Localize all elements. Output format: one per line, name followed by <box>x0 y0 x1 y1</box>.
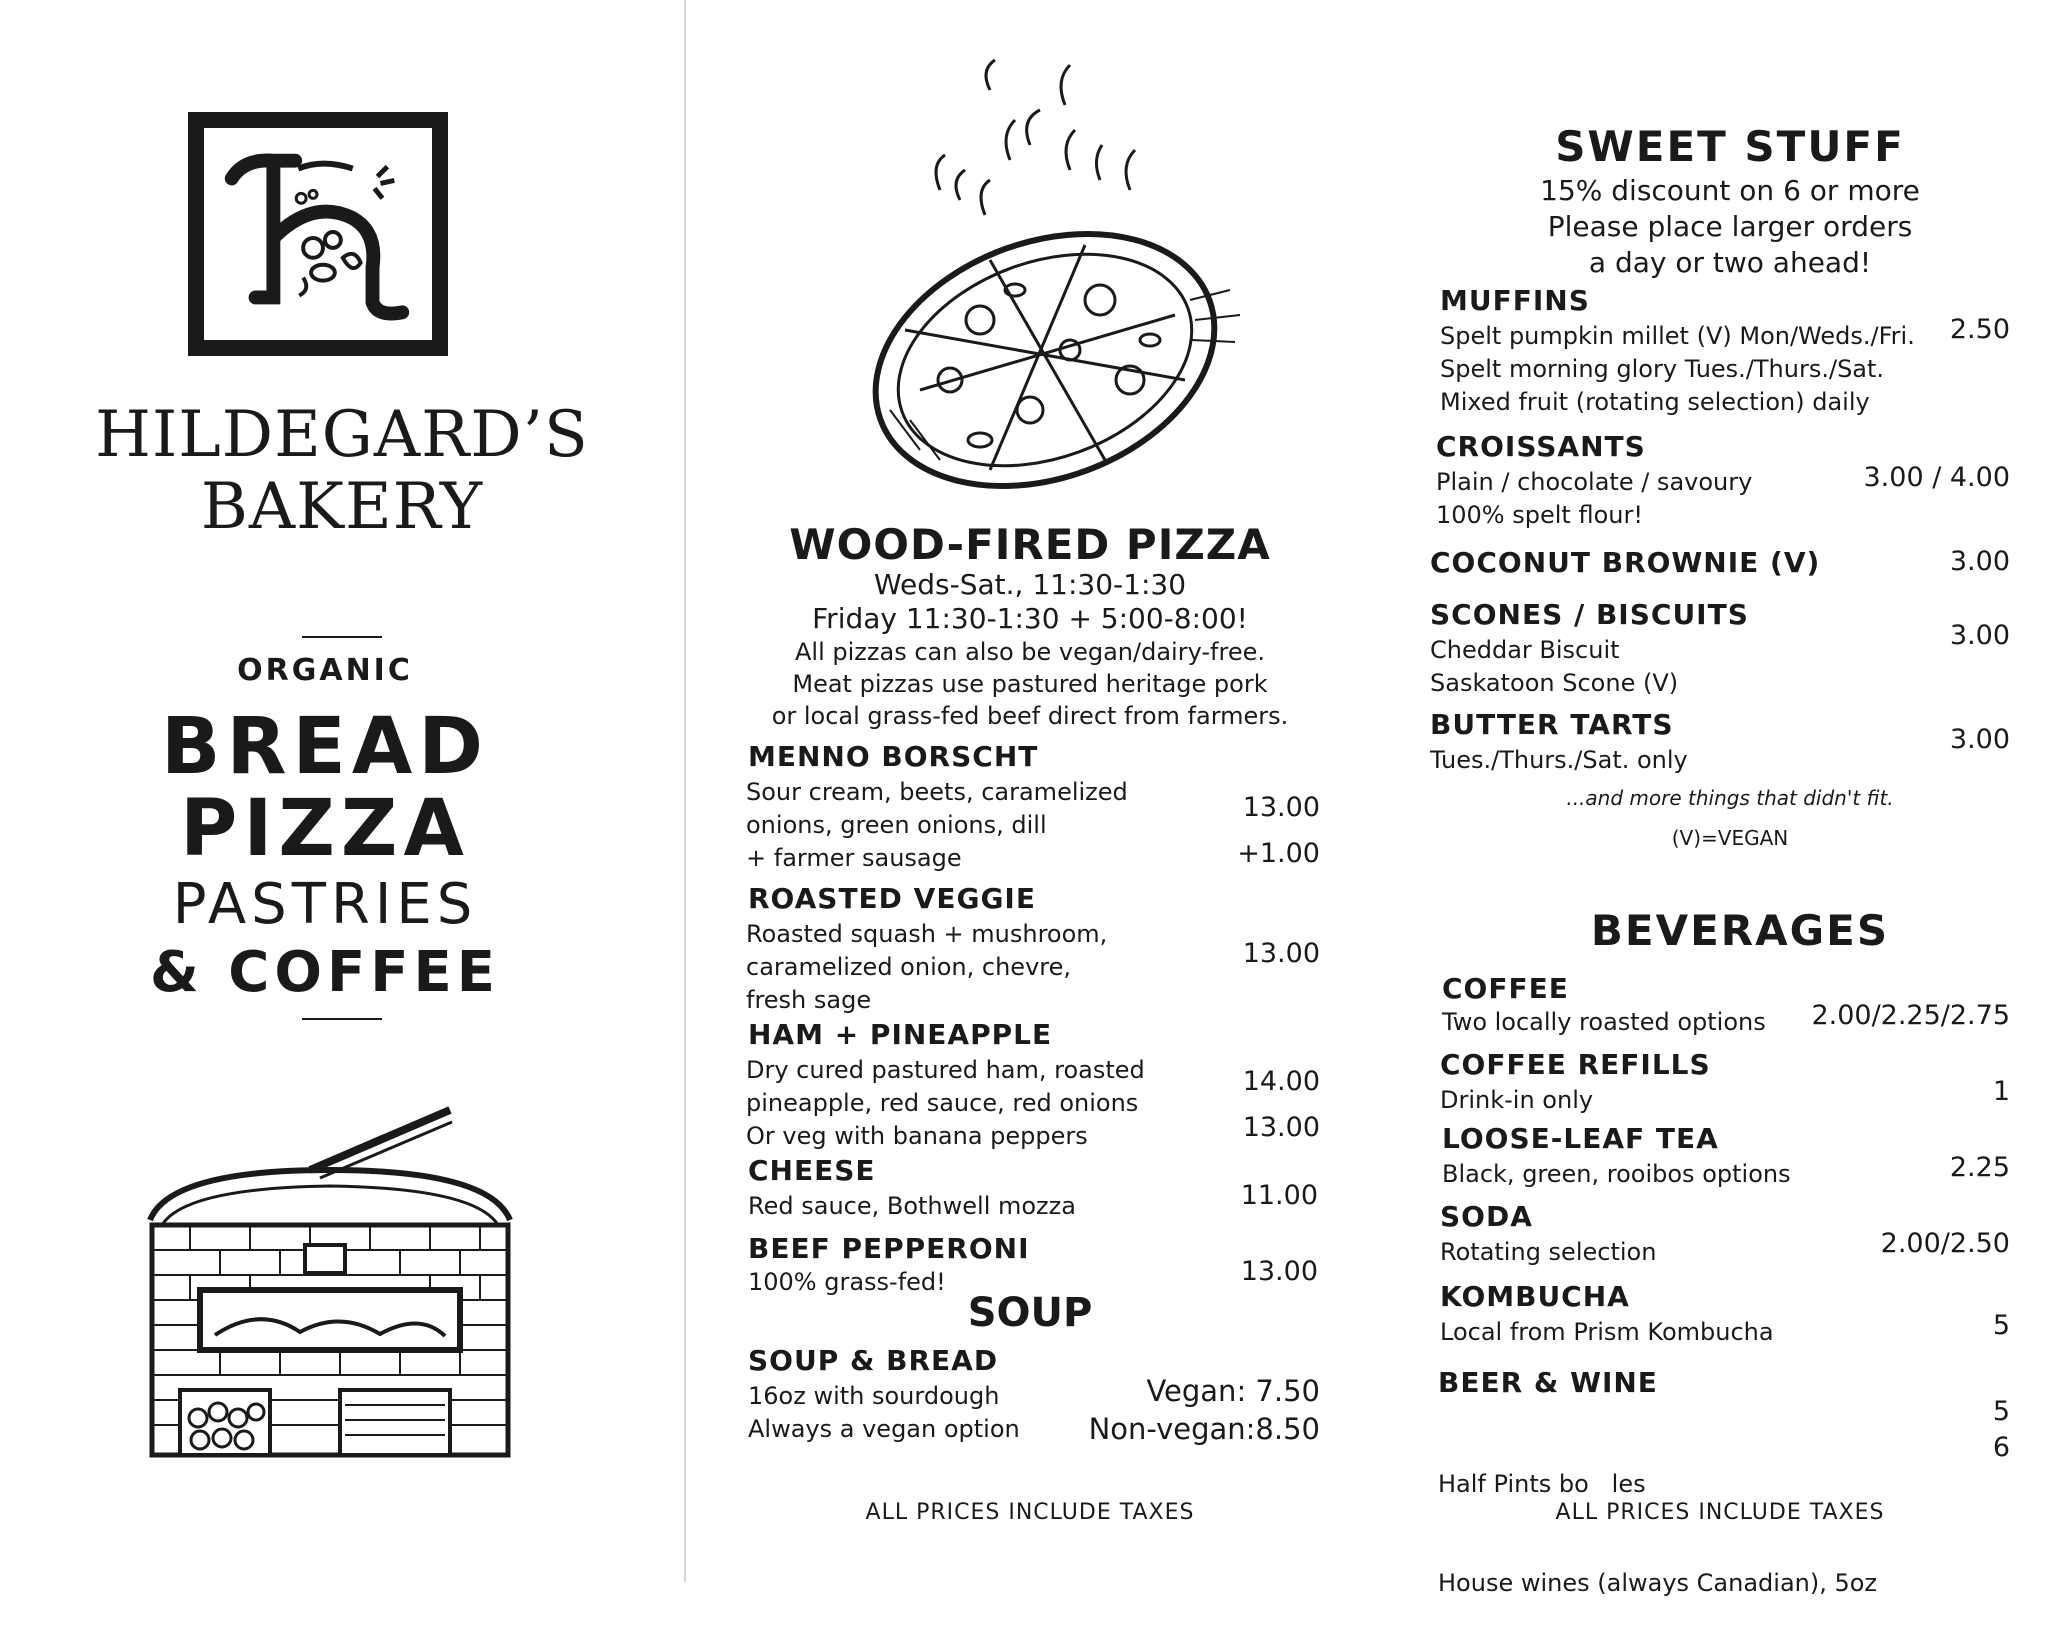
menu-item-desc <box>1442 1158 1791 1191</box>
more-items-note: ...and more things that didn't fit. <box>1566 786 1894 810</box>
desc-line: Sour cream, beets, caramelized <box>746 778 1128 806</box>
desc-line: Rotating selection <box>1440 1238 1657 1266</box>
desc-line: onions, green onions, dill <box>746 811 1047 839</box>
desc-line: Tues./Thurs./Sat. only <box>1430 746 1688 774</box>
desc-line: Half Pints bo les <box>1438 1470 1646 1498</box>
sweet-section-title: SWEET STUFF <box>1555 122 1905 171</box>
pizza-note-line1: All pizzas can also be vegan/dairy-free. <box>795 638 1265 666</box>
pizza-illustration-icon <box>830 50 1270 490</box>
desc-line: + farmer sausage <box>746 844 962 872</box>
menu-item-name: CHEESE <box>748 1154 876 1187</box>
desc-line: Mixed fruit (rotating selection) daily <box>1440 388 1870 416</box>
menu-item-desc <box>1440 1236 1656 1269</box>
soup-section-title: SOUP <box>967 1290 1093 1336</box>
panel-divider <box>684 0 686 1582</box>
desc-line: Roasted squash + mushroom, <box>746 920 1108 948</box>
desc-line: Plain / chocolate / savoury <box>1436 468 1753 496</box>
menu-item-name: MUFFINS <box>1440 284 1590 317</box>
menu-item-price: 2.25 <box>1949 1152 2010 1183</box>
desc-line: Dry cured pastured ham, roasted <box>746 1056 1145 1084</box>
desc-line: 100% spelt flour! <box>1436 501 1643 529</box>
desc-line: Drink-in only <box>1440 1086 1594 1114</box>
menu-item-name: COCONUT BROWNIE (V) <box>1430 546 1821 579</box>
menu-item-price: 13.00 <box>1242 792 1320 823</box>
menu-item-price: +1.00 <box>1237 838 1320 869</box>
desc-line: Spelt morning glory Tues./Thurs./Sat. <box>1440 355 1885 383</box>
menu-item-name: COFFEE REFILLS <box>1440 1048 1711 1081</box>
menu-item-name: CROISSANTS <box>1436 430 1646 463</box>
menu-item-price: 2.00/2.50 <box>1880 1228 2010 1259</box>
desc-line: Cheddar Biscuit <box>1430 636 1620 664</box>
menu-item-price: 6 <box>1992 1432 2010 1463</box>
footer-taxes-note: ALL PRICES INCLUDE TAXES <box>865 1500 1195 1525</box>
desc-line: Always a vegan option <box>748 1415 1020 1443</box>
menu-item-desc <box>1430 744 1688 777</box>
menu-item-name: BEER & WINE <box>1438 1366 1658 1399</box>
menu-item-name: HAM + PINEAPPLE <box>748 1018 1053 1051</box>
pizza-hours-line1: Weds-Sat., 11:30-1:30 <box>873 568 1187 601</box>
h-monogram-logo-icon <box>188 112 448 356</box>
menu-item-desc <box>748 1380 1020 1446</box>
desc-line: Spelt pumpkin millet (V) Mon/Weds./Fri. <box>1440 322 1915 350</box>
menu-item-desc <box>1430 634 1678 700</box>
desc-line: pineapple, red sauce, red onions <box>746 1089 1139 1117</box>
desc-line: Red sauce, Bothwell mozza <box>748 1192 1076 1220</box>
brick-oven-illustration-icon <box>140 1100 520 1480</box>
desc-line: 100% grass-fed! <box>748 1268 946 1296</box>
desc-line: Saskatoon Scone (V) <box>1430 669 1679 697</box>
menu-item-price: 11.00 <box>1240 1180 1318 1211</box>
beverages-section-title: BEVERAGES <box>1590 906 1890 955</box>
menu-item-desc <box>1440 1316 1774 1349</box>
menu-item-desc <box>1442 1006 1766 1039</box>
menu-item-name: BEEF PEPPERONI <box>748 1232 1030 1265</box>
menu-item-desc <box>746 1054 1145 1153</box>
desc-line: Or veg with banana peppers <box>746 1122 1088 1150</box>
menu-item-price: Vegan: 7.50 <box>1146 1374 1320 1408</box>
menu-item-desc <box>748 1190 1076 1223</box>
footer-taxes-note: ALL PRICES INCLUDE TAXES <box>1555 1500 1885 1525</box>
sweet-info-line2: Please place larger orders <box>1547 210 1913 243</box>
tagline-coffee: & COFFEE <box>149 940 501 1005</box>
desc-line: 16oz with sourdough <box>748 1382 1000 1410</box>
desc-line: Two locally roasted options <box>1442 1008 1766 1036</box>
tagline-organic: ORGANIC <box>237 653 413 688</box>
menu-item-desc <box>746 918 1107 1017</box>
menu-item-price: 3.00 / 4.00 <box>1863 462 2010 493</box>
menu-item-desc <box>1440 1084 1593 1117</box>
tagline-bread: BREAD <box>161 702 489 792</box>
menu-item-price: 14.00 <box>1242 1066 1320 1097</box>
menu-item-price: 1 <box>1992 1076 2010 1107</box>
menu-item-price: 2.00/2.25/2.75 <box>1811 1000 2010 1031</box>
pizza-section-title: WOOD-FIRED PIZZA <box>789 520 1271 569</box>
menu-item-name: ROASTED VEGGIE <box>748 882 1036 915</box>
menu-item-price: 5 <box>1992 1310 2010 1341</box>
menu-item-price: 13.00 <box>1240 1256 1318 1287</box>
menu-item-price: 13.00 <box>1242 1112 1320 1143</box>
menu-item-name: SOUP & BREAD <box>748 1344 999 1377</box>
menu-item-name: LOOSE-LEAF TEA <box>1442 1122 1719 1155</box>
menu-item-name: SODA <box>1440 1200 1533 1233</box>
menu-item-price: Non-vegan:8.50 <box>1088 1412 1320 1446</box>
menu-item-price: 3.00 <box>1949 546 2010 577</box>
menu-item-price: 13.00 <box>1242 938 1320 969</box>
desc-line: House wines (always Canadian), 5oz <box>1438 1569 1878 1597</box>
desc-line: Local from Prism Kombucha <box>1440 1318 1774 1346</box>
menu-item-desc <box>1436 466 1752 532</box>
menu-item-desc <box>746 776 1128 875</box>
menu-item-name: SCONES / BISCUITS <box>1430 598 1749 631</box>
desc-line: Black, green, rooibos options <box>1442 1160 1791 1188</box>
sweet-info-line1: 15% discount on 6 or more <box>1540 174 1920 207</box>
sweet-info-line3: a day or two ahead! <box>1588 246 1872 279</box>
pizza-note-line3: or local grass-fed beef direct from farmers. <box>771 702 1289 730</box>
menu-item-name: KOMBUCHA <box>1440 1280 1630 1313</box>
menu-item-price: 3.00 <box>1949 620 2010 651</box>
menu-item-price: 2.50 <box>1949 314 2010 345</box>
vegan-legend: (V)=VEGAN <box>1671 826 1789 850</box>
menu-item-name: COFFEE <box>1442 972 1569 1005</box>
brand-name-line1: HILDEGARD’S <box>95 398 589 472</box>
menu-item-name: BUTTER TARTS <box>1430 708 1674 741</box>
desc-line: fresh sage <box>746 986 872 1014</box>
top-rule <box>302 636 382 638</box>
menu-item-desc <box>1440 320 1915 419</box>
tagline-pizza: PIZZA <box>180 784 470 874</box>
brand-name-line2: BAKERY <box>200 470 484 544</box>
pizza-hours-line2: Friday 11:30-1:30 + 5:00-8:00! <box>812 602 1248 635</box>
tagline-pastries: PASTRIES <box>172 872 478 937</box>
menu-item-price: 5 <box>1992 1396 2010 1427</box>
menu-item-name: MENNO BORSCHT <box>748 740 1039 773</box>
menu-item-price: 3.00 <box>1949 724 2010 755</box>
pizza-note-line2: Meat pizzas use pastured heritage pork <box>792 670 1268 698</box>
bottom-rule <box>302 1018 382 1020</box>
desc-line: caramelized onion, chevre, <box>746 953 1072 981</box>
